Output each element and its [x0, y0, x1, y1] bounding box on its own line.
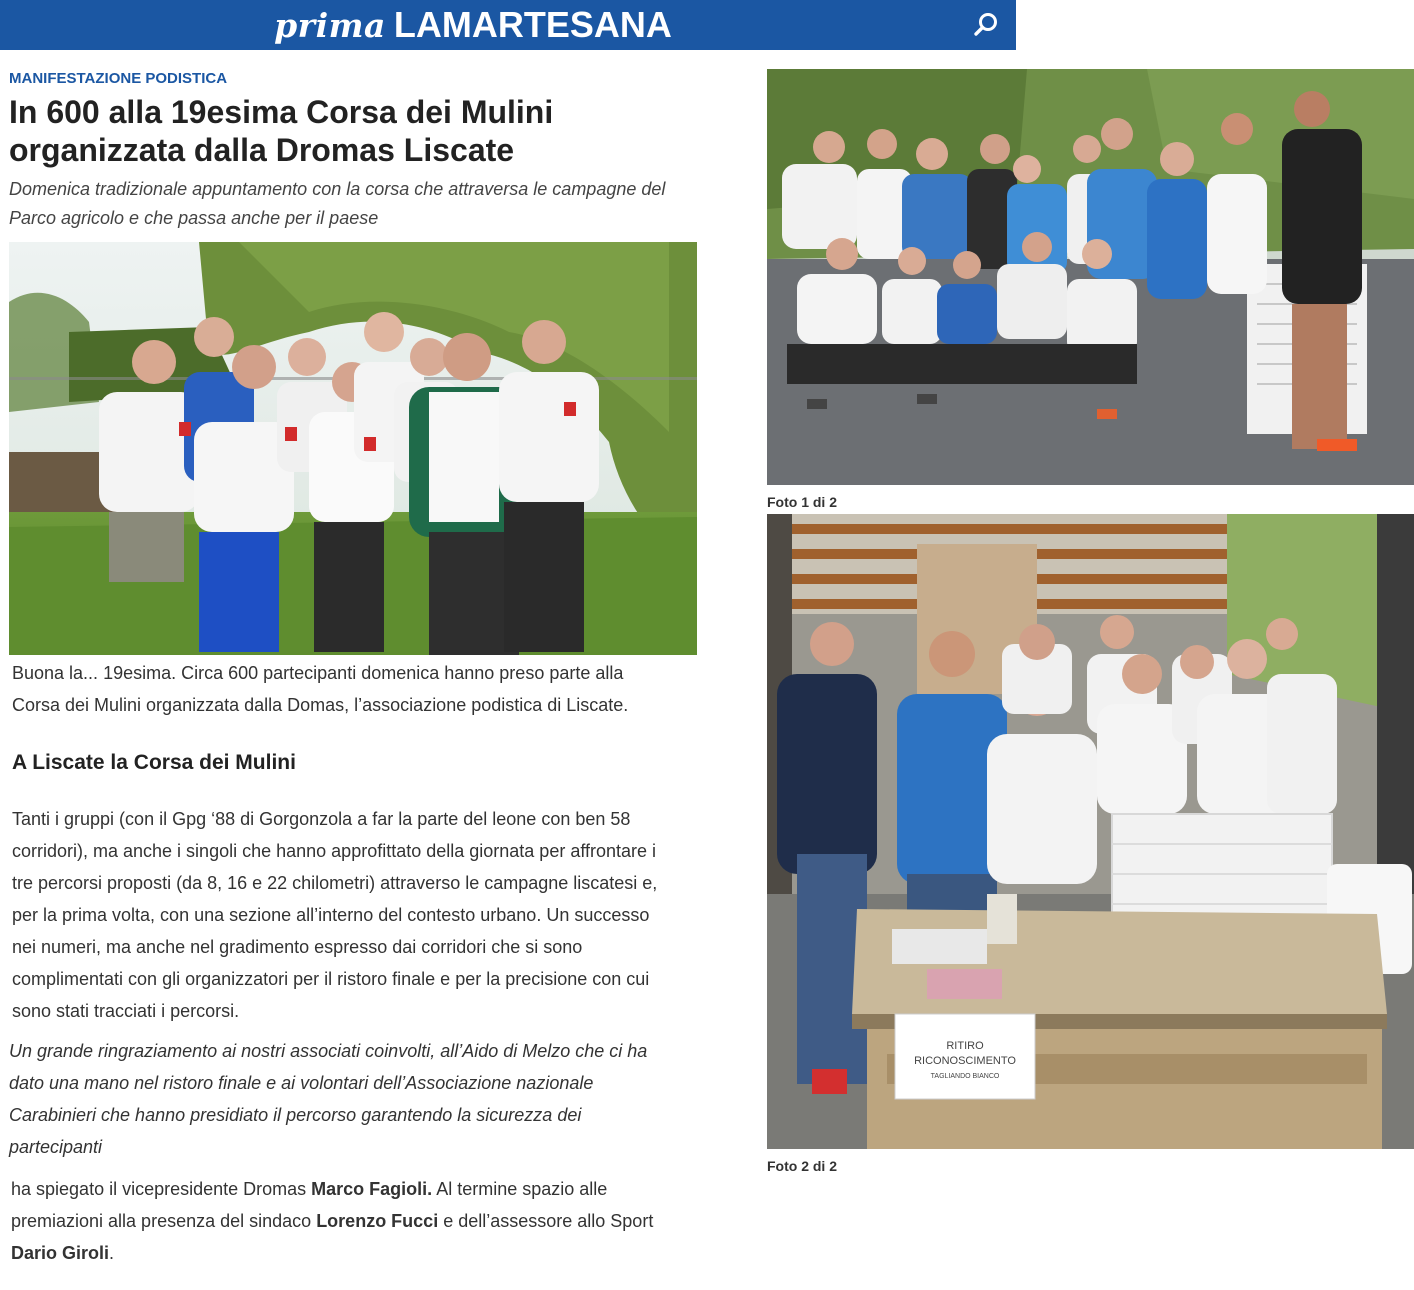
photo-2-caption: Foto 2 di 2 — [767, 1158, 837, 1174]
article-quote: Un grande ringraziamento ai nostri associati coinvolti, all’Aido di Melzo che ci ha dato una mano nel ristoro finale e ai volontari dell’Associazione nazionale Carabinieri che hanno presidiato il percorso garantendo la sicurezza dei partecipanti — [9, 1041, 648, 1157]
article-category[interactable]: MANIFESTAZIONE PODISTICA — [9, 70, 228, 87]
article — [9, 66, 699, 1269]
p3-name-1: Marco Fagioli. — [311, 1179, 433, 1199]
photo-2-sign-line1: RITIRO — [946, 1040, 984, 1052]
article-paragraph-3 — [11, 1173, 661, 1269]
p3-text-3: e dell’assessore allo Sport — [438, 1211, 654, 1231]
lead-photo[interactable] — [9, 242, 697, 655]
photo-2-sign — [895, 1039, 1035, 1084]
article-subtitle: Domenica tradizionale appuntamento con la corsa che attraversa le campagne del Parco agricolo e che passa anche per il paese — [9, 179, 666, 228]
article-title: In 600 alla 19esima Corsa dei Mulini organizzata dalla Dromas Liscate — [9, 94, 554, 168]
article-subheading: A Liscate la Corsa dei Mulini — [12, 751, 296, 774]
p3-text-2: Al termine spazio alle premiazioni alla presenza del sindaco — [11, 1179, 608, 1231]
photo-1-caption: Foto 1 di 2 — [767, 494, 837, 510]
photo-1-image[interactable] — [767, 69, 1414, 485]
photo-2-sign-line2: RICONOSCIMENTO — [914, 1055, 1016, 1067]
site-logo[interactable] — [274, 4, 672, 46]
article-paragraph-1: Buona la... 19esima. Circa 600 partecipanti domenica hanno preso parte alla Corsa dei Mulini organizzata dalla Domas, l’associazione podistica di Liscate. — [12, 663, 629, 715]
logo-prima: prima — [274, 6, 386, 45]
p3-name-3: Dario Giroli — [11, 1243, 110, 1263]
logo-lamartesana: LAMARTESANA — [393, 4, 672, 45]
search-icon — [972, 11, 1000, 39]
search-button[interactable] — [972, 11, 1000, 39]
p3-name-2: Lorenzo Fucci — [316, 1211, 439, 1231]
gallery-photo-2 — [767, 514, 1414, 1174]
p3-text-1: ha spiegato il vicepresidente Dromas — [11, 1179, 312, 1199]
site-header — [0, 0, 1016, 50]
gallery-photo-1 — [767, 69, 1414, 510]
p3-text-4: . — [109, 1243, 115, 1263]
photo-2-image[interactable] — [767, 514, 1414, 1149]
article-paragraph-2: Tanti i gruppi (con il Gpg ‘88 di Gorgonzola a far la parte del leone con ben 58 corridori), ma anche i singoli che hanno approfittato della giornata per affrontare i tre percorsi proposti (da 8, 16 e 22 chilometri) attraverso le campagne liscatesi e, per la prima volta, con una sezione all’interno del contesto urbano. Un successo nei numeri, ma anche nel gradimento espresso dai corridori che si sono complimentati con gli organizzatori per il ristoro finale e per la precisione con cui sono stati tracciati i percorsi. — [12, 809, 658, 1021]
photo-2-sign-line3: TAGLIANDO BIANCO — [930, 1073, 1000, 1080]
